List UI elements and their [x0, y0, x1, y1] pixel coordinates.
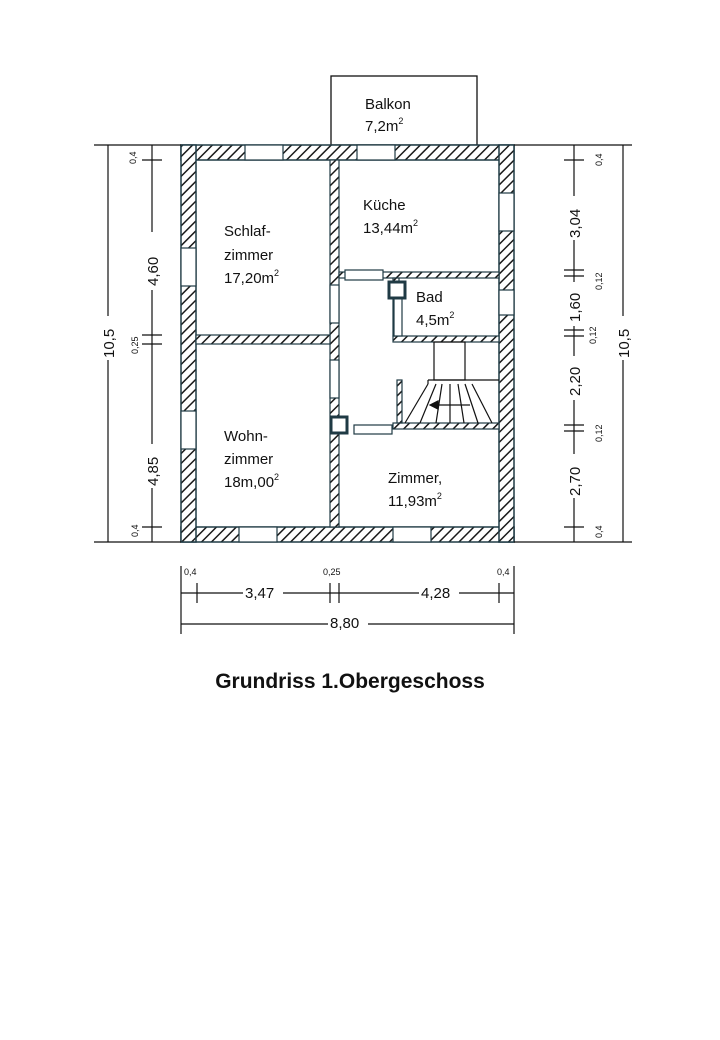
dim-left-top-wall: 0,4 — [128, 151, 138, 164]
dim-bottom-mid-wall: 0,25 — [323, 567, 341, 577]
room-bad-label — [416, 289, 454, 329]
dim-left-bottom-wall: 0,4 — [130, 524, 140, 537]
dim-right-bottom-wall: 0,4 — [594, 525, 604, 538]
svg-text:18m,002: $18m,00^2$ — [224, 472, 280, 491]
dim-bottom-right: 4,28 — [421, 585, 451, 602]
dim-bottom-left-wall: 0,4 — [184, 567, 197, 577]
dim-right-kitchen: 3,04 — [567, 208, 584, 238]
room-wohnzimmer-label — [224, 428, 279, 491]
dim-right-room: 2,70 — [567, 466, 584, 496]
dim-bottom-right-wall: 0,4 — [497, 567, 510, 577]
svg-text:Balkon: Balkon — [365, 96, 411, 113]
dim-right-stairs: 2,20 — [567, 366, 584, 396]
svg-text:zimmer: zimmer — [224, 451, 274, 468]
svg-text:Küche: Küche — [363, 197, 406, 214]
dim-bottom-left: 3,47 — [245, 585, 275, 602]
svg-text:Wohn-: Wohn- — [224, 428, 268, 445]
dim-right-bath: 1,60 — [567, 292, 584, 322]
dim-left-upper: 4,60 — [145, 256, 162, 286]
room-schlafzimmer-label — [224, 223, 279, 287]
svg-text:7,2m2: $7,2m^2$ — [365, 116, 404, 135]
chimney-lower — [331, 417, 347, 433]
svg-text:17,20m2: $17,20m^2$ — [224, 268, 280, 287]
dim-right-wall3: 0,12 — [594, 424, 604, 442]
room-zimmer-label — [388, 470, 442, 510]
chimney-upper — [389, 282, 405, 298]
staircase — [405, 342, 499, 423]
svg-text:Bad: Bad — [416, 289, 443, 306]
svg-text:Schlaf-: Schlaf- — [224, 223, 271, 240]
svg-text:Zimmer,: Zimmer, — [388, 470, 443, 487]
dim-bottom-total: 8,80 — [330, 615, 360, 632]
plan-caption: Grundriss 1.Obergeschoss — [215, 670, 485, 693]
dim-left-lower: 4,85 — [145, 456, 162, 486]
inner-walls — [196, 160, 499, 527]
dim-right-total: 10,5 — [616, 328, 633, 358]
dim-left-mid-wall: 0,25 — [130, 336, 140, 354]
svg-text:zimmer: zimmer — [224, 247, 274, 264]
svg-text:13,44m2: $13,44m^2$ — [363, 218, 419, 237]
svg-text:11,93m2: $11,93m^2$ — [388, 491, 442, 510]
room-kueche-label — [363, 197, 418, 237]
dim-right-wall2: 0,12 — [588, 326, 598, 344]
dim-right-wall1: 0,12 — [594, 272, 604, 290]
svg-text:4,5m2: $4,5m^2$ — [416, 310, 455, 329]
dim-right-top-wall: 0,4 — [594, 153, 604, 166]
dim-left-total: 10,5 — [101, 328, 118, 358]
